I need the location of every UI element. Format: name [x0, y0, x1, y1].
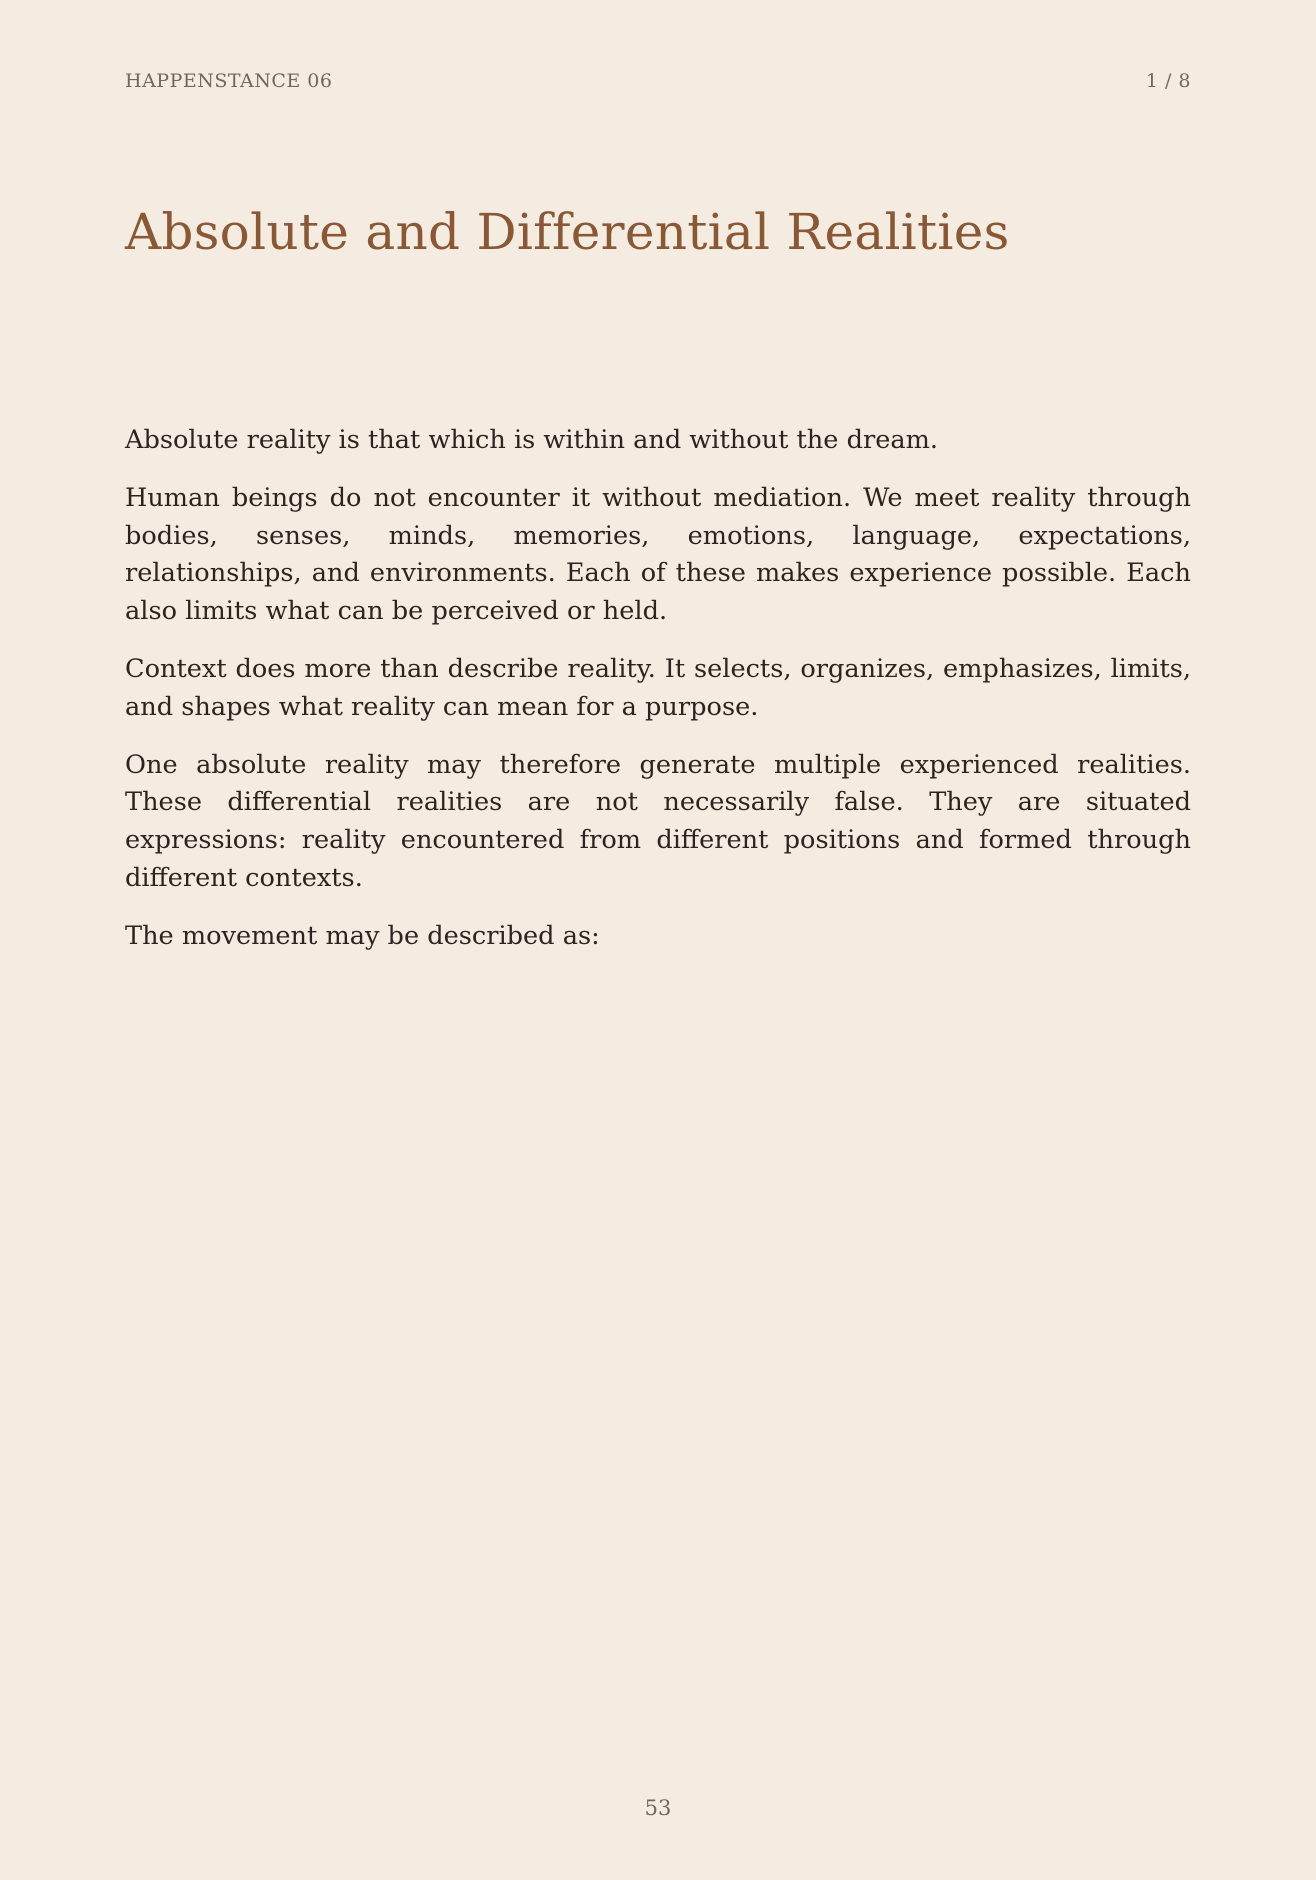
paragraph: Human beings do not encounter it without mediation. We meet reality through bodies, senses, minds, memories, emotions, language, expectations, relationships, and environments. Each of these makes experience possible. Each also limits what can be perceived or held.	[125, 482, 1191, 627]
paragraph: Absolute reality is that which is within and without the dream.	[125, 425, 939, 455]
body-text	[125, 422, 1191, 976]
page-title: Absolute and Differential Realities	[125, 203, 1010, 261]
page-number: 53	[644, 1796, 672, 1820]
paragraph: One absolute reality may therefore generate multiple experienced realities. These differential realities are not necessarily false. They are situated expressions: reality encountered from different positions and formed through different contexts.	[125, 749, 1191, 893]
paragraph: Context does more than describe reality. It selects, organizes, emphasizes, limits, and shapes what reality can mean for a purpose.	[125, 653, 1191, 722]
publication-name: HAPPENSTANCE 06	[125, 70, 333, 92]
running-header	[125, 70, 1191, 92]
paragraph: The movement may be described as:	[125, 920, 600, 951]
page-progress: 1 / 8	[1145, 70, 1191, 92]
